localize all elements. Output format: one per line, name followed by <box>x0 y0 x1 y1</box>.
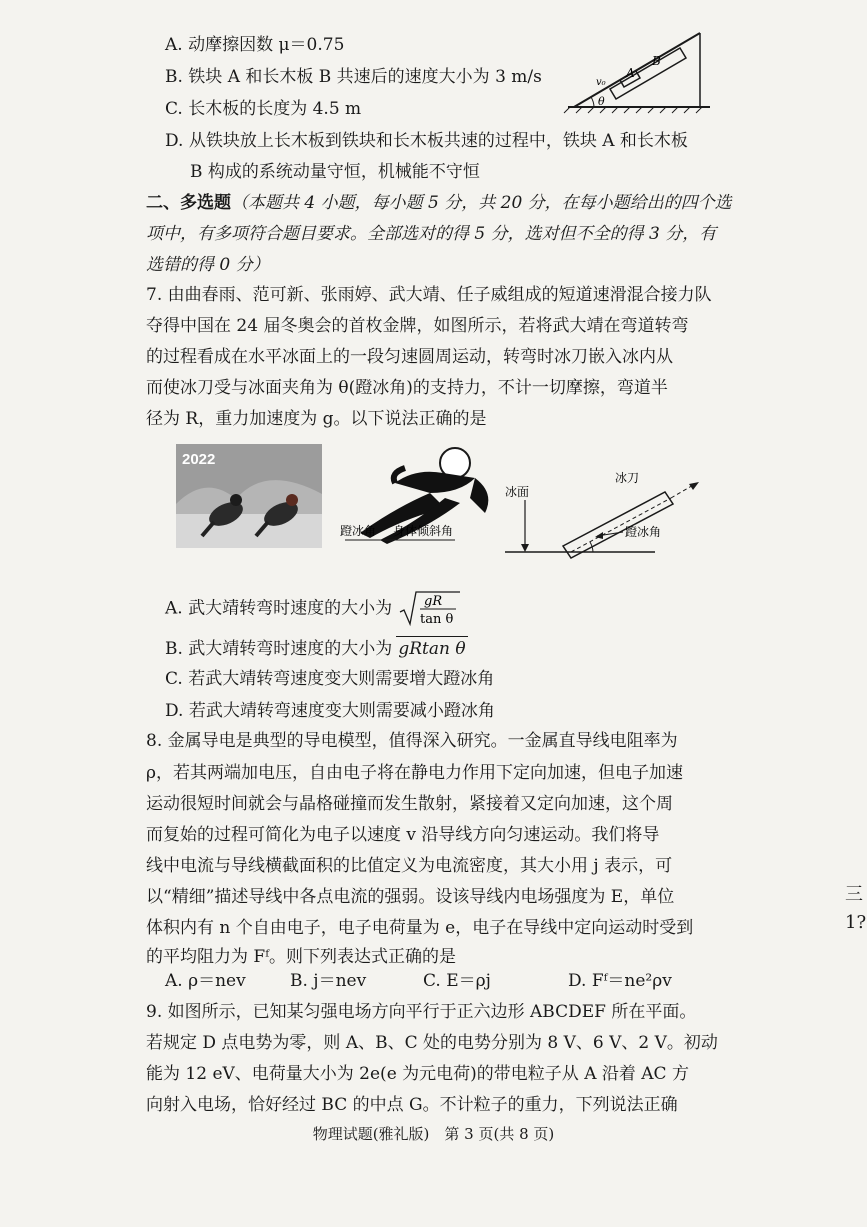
section2-desc2: 项中，有多项符合题目要求。全部选对的得 5 分，选对但不全的得 3 分，有 <box>146 224 717 244</box>
q8-option-d: D. Fᶠ＝ne²ρv <box>568 971 672 991</box>
section2-desc3: 选错的得 0 分） <box>146 255 270 275</box>
q7-option-a-sqrt <box>398 590 462 628</box>
q8-option-b: B. j＝nev <box>290 971 367 991</box>
q6-option-b: B. 铁块 A 和长木板 B 共速后的速度大小为 3 m/s <box>165 67 542 87</box>
q7-option-b <box>165 636 468 661</box>
q6-option-d-line2: B 构成的系统动量守恒，机械能不守恒 <box>190 162 480 182</box>
q9-line1: 9. 如图所示，已知某匀强电场方向平行于正六边形 ABCDEF 所在平面。 <box>146 1002 697 1022</box>
q6-option-d-line1: D. 从铁块放上长木板到铁块和长木板共速的过程中，铁块 A 和长木板 <box>165 131 688 151</box>
q7-label-bingdao: 冰刀 <box>615 471 640 485</box>
q9-line2: 若规定 D 点电势为零，则 A、B、C 处的电势分别为 8 V、6 V、2 V。初动 <box>146 1033 718 1053</box>
q7-line3: 的过程看成在水平冰面上的一段匀速圆周运动，转弯时冰刀嵌入冰内从 <box>146 347 673 367</box>
q7-option-a-text: A. 武大靖转弯时速度的大小为 <box>165 598 393 619</box>
q7-line2: 夺得中国在 24 届冬奥会的首枚金牌，如图所示，若将武大靖在弯道转弯 <box>146 316 689 336</box>
q6-option-c: C. 长木板的长度为 4.5 m <box>165 99 362 119</box>
q8-line4: 而复始的过程可简化为电子以速度 v 沿导线方向匀速运动。我们将导 <box>146 825 660 845</box>
q7-line4: 而使冰刀受与冰面夹角为 θ(蹬冰角)的支持力，不计一切摩擦，弯道半 <box>146 378 668 398</box>
q6-label-v0: v₀ <box>596 77 606 88</box>
section2-line1 <box>146 191 732 215</box>
q7-line1: 7. 由曲春雨、范可新、张雨婷、武大靖、任子威组成的短道速滑混合接力队 <box>146 285 712 305</box>
q7-label-bingmian: 冰面 <box>505 485 530 499</box>
q7-option-c: C. 若武大靖转弯速度变大则需要增大蹬冰角 <box>165 669 495 689</box>
q8-option-c: C. E＝ρj <box>423 971 491 991</box>
margin-fragment-1: 三 <box>845 884 863 905</box>
q8-line5: 线中电流与导线横截面积的比值定义为电流密度，其大小用 j 表示，可 <box>146 856 673 876</box>
q8-line7: 体积内有 n 个自由电子，电子电荷量为 e，电子在导线中定向运动时受到 <box>146 918 694 938</box>
q8-line3: 运动很短时间就会与晶格碰撞而发生散射，紧接着又定向加速，这个周 <box>146 794 673 814</box>
q7-photo-label: 2022 <box>182 451 216 468</box>
q7-option-a-numerator: gR <box>423 594 442 609</box>
q7-skating-photo <box>176 444 322 548</box>
section2-title: 二、多选题 <box>146 193 231 213</box>
section2-desc1: （本题共 4 小题，每小题 5 分，共 20 分，在每小题给出的四个选 <box>231 193 732 213</box>
q7-blade-diagram <box>505 460 705 560</box>
q7-label-dengbing: 蹬冰角 <box>625 525 662 539</box>
q7-option-d: D. 若武大靖转弯速度变大则需要减小蹬冰角 <box>165 701 495 721</box>
q6-label-b: B <box>652 54 661 68</box>
q8-line1: 8. 金属导电是典型的导电模型，值得深入研究。一金属直导线电阻率为 <box>146 731 678 751</box>
q7-line5: 径为 R，重力加速度为 g。以下说法正确的是 <box>146 409 487 429</box>
q8-line6: 以“精细”描述导线中各点电流的强弱。设该导线内电场强度为 E，单位 <box>146 887 675 907</box>
margin-fragment-2: 1? <box>845 912 867 933</box>
q9-line3: 能为 12 eV、电荷量大小为 2e(e 为元电荷)的带电粒子从 A 沿着 AC 方 <box>146 1064 689 1084</box>
q7-option-a-denominator: tan θ <box>419 612 453 627</box>
q6-incline-figure <box>560 25 720 115</box>
q7-skater-figure <box>335 438 505 556</box>
q6-label-theta: θ <box>598 95 605 108</box>
q6-label-a: A <box>626 66 635 80</box>
q8-option-a: A. ρ＝nev <box>165 971 246 991</box>
page-footer: 物理试题(雅礼版) 第 3 页(共 8 页) <box>312 1125 555 1143</box>
q7-figure-label-dengbing: 蹬冰角 <box>340 524 377 538</box>
q6-option-a: A. 动摩擦因数 μ＝0.75 <box>165 35 345 55</box>
q8-line8: 的平均阻力为 Fᶠ。则下列表达式正确的是 <box>146 947 456 967</box>
q7-option-a <box>165 590 462 628</box>
q8-line2: ρ，若其两端加电压，自由电子将在静电力作用下定向加速，但电子加速 <box>146 763 683 783</box>
q7-option-b-text: B. 武大靖转弯时速度的大小为 <box>165 639 393 659</box>
q7-figure-label-shenti: 身体倾斜角 <box>393 524 454 538</box>
q7-option-b-expr: gRtan θ <box>396 636 467 661</box>
q9-line4: 向射入电场，恰好经过 BC 的中点 G。不计粒子的重力，下列说法正确 <box>146 1095 678 1115</box>
